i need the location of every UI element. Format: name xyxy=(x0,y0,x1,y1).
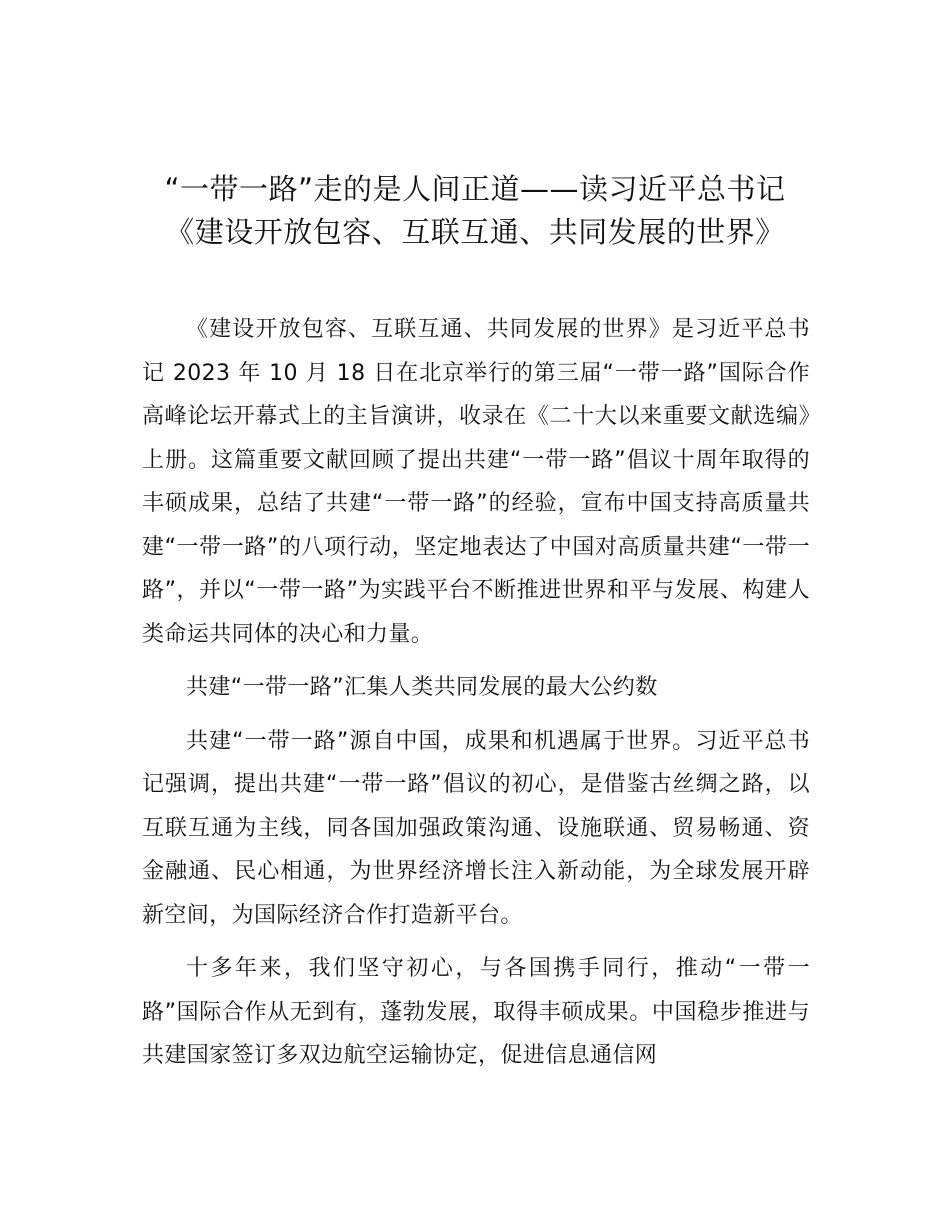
paragraph-achievements: 十多年来，我们坚守初心，与各国携手同行，推动“一带一路”国际合作从无到有，蓬勃发展，取得丰硕成果。中国稳步推进与共建国家签订多双边航空运输协定，促进信息通信网 xyxy=(142,956,810,1068)
section-heading: 共建“一带一路”汇集人类共同发展的最大公约数 xyxy=(186,675,658,700)
paragraph-intro: 《建设开放包容、互联互通、共同发展的世界》是习近平总书记 2023 年 10 月 18 日在北京举行的第三届“一带一路”国际合作高峰论坛开幕式上的主旨演讲，收录在《二十大以来重要文献选编》上册。这篇重要文献回顾了提出共建“一带一路”倡议十周年取得的丰硕成果，总结了共建“一带一路”的经验，宣布中国支持高质量共建“一带一路”的八项行动，坚定地表达了中国对高质量共建“一带一路”，并以“一带一路”为实践平台不断推进世界和平与发展、构建人类命运共同体的决心和力量。 xyxy=(142,317,810,647)
document-title: “一带一路”走的是人间正道——读习近平总书记《建设开放包容、互联互通、共同发展的世界》 xyxy=(164,172,786,249)
paragraph-origin: 共建“一带一路”源自中国，成果和机遇属于世界。习近平总书记强调，提出共建“一带一路”倡议的初心，是借鉴古丝绸之路，以互联互通为主线，同各国加强政策沟通、设施联通、贸易畅通、资金融通、民心相通，为世界经济增长注入新动能，为全球发展开辟新空间，为国际经济合作打造新平台。 xyxy=(142,728,810,928)
document-body xyxy=(142,308,810,1088)
